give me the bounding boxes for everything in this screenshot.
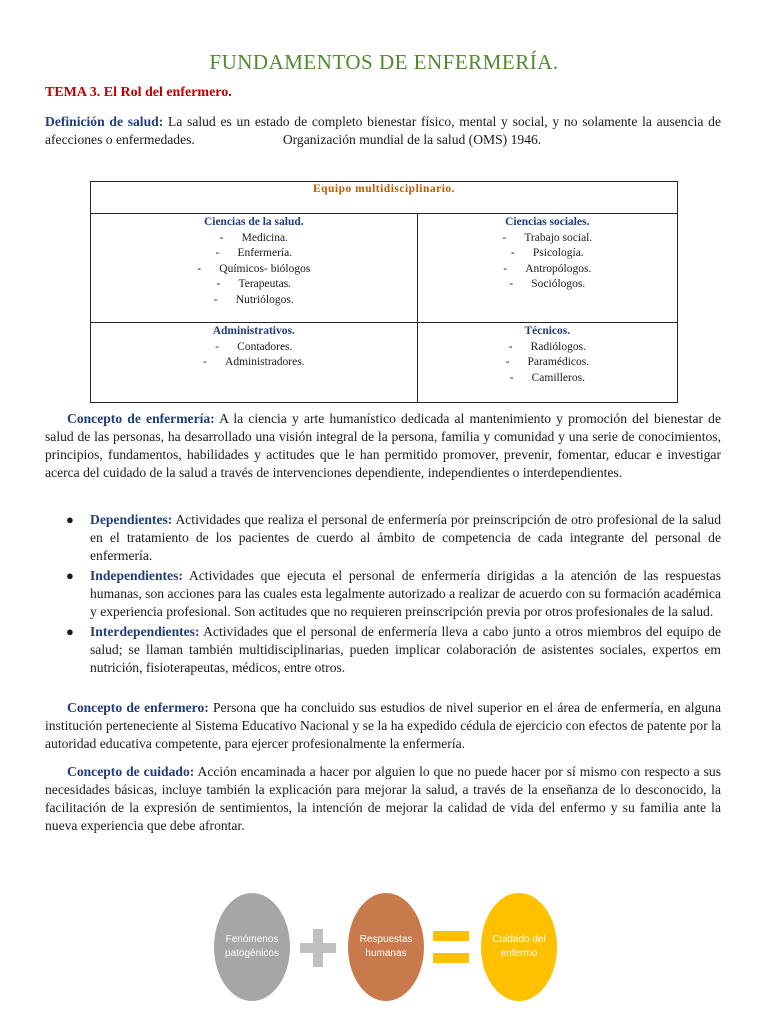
team-cell-health-sciences	[91, 214, 418, 323]
health-definition-text: La salud es un estado de completo bienestar físico, mental y social, y no solamente la ausencia de afecciones o enfermedades.	[45, 114, 721, 147]
team-item: - Trabajo social.	[502, 231, 593, 244]
team-item: - Radiólogos.	[508, 340, 586, 353]
nurse-concept	[45, 699, 721, 753]
health-definition-source: Organización mundial de la salud (OMS) 1946.	[282, 132, 542, 147]
team-item: - Contadores.	[215, 340, 293, 353]
list-item	[45, 567, 721, 621]
list-item-label: Independientes:	[90, 568, 183, 583]
bullet-icon: ●	[66, 512, 74, 527]
health-definition-label: Definición de salud:	[45, 114, 164, 129]
bullet-icon: ●	[66, 624, 74, 639]
nurse-concept-label: Concepto de enfermero:	[67, 700, 209, 715]
team-category-title: Administrativos.	[212, 325, 295, 337]
circle-label: Fenómenos patogénicos	[225, 934, 279, 959]
list-item-label: Dependientes:	[90, 512, 173, 527]
human-responses-circle	[348, 893, 424, 1001]
team-item: - Administradores.	[203, 356, 305, 368]
list-item-text: Actividades que ejecuta el personal de enfermería dirigidas a la atención de las respuestas humanas, son acciones para las cuales esta legalmente autorizado a realizar de acuerdo con su formación académica y experiencia profesional. Son actitudes que no requieren preinscripción previa por otros profesionales de la salud.	[90, 568, 721, 619]
list-item-text: Actividades que el personal de enfermería lleva a cabo junto a otros miembros del equipo de salud; se llaman también multidisciplinarias, pueden implicar colaboración de asistentes sociales, expertos em nutrición, fisioterapeutas, médicos, entre otros.	[90, 624, 721, 675]
plus-icon	[300, 927, 336, 969]
care-concept-text: Acción encaminada a hacer por alguien lo que no puede hacer por sí mismo con respecto a sus necesidades básicas, incluye también la explicación para mejorar la salud, a través de la enseñanza de lo desconocido, la facilitación de la expresión de sentimientos, la intención de mejorar la calidad de vida del enfermo y su familia ante la nueva experiencia que debe afrontar.	[45, 764, 721, 833]
team-item: - Antropólogos.	[503, 262, 592, 275]
care-concept	[45, 763, 721, 835]
team-category-title: Técnicos.	[524, 325, 571, 337]
team-item: - Paramédicos.	[505, 356, 590, 368]
team-table-header-row	[91, 182, 678, 214]
health-definition	[45, 113, 721, 149]
team-item: - Nutriólogos.	[213, 293, 294, 306]
topic-label: TEMA 3. El Rol del enfermero	[45, 85, 229, 100]
nurse-concept-text: Persona que ha concluido sus estudios de nivel superior en el área de enfermería, en alguna institución perteneciente al Sistema Educativo Nacional y se la ha expedido cédula de ejercicio con efectos de patente por la autoridad educativa competente, para ejercer profesionalmente la enfermería.	[45, 700, 721, 751]
nursing-concept-text: A la ciencia y arte humanístico dedicada al mantenimiento y promoción del bienestar de salud de las personas, ha desarrollado una visión integral de la persona, familia y comunidad y una serie de conocimientos, principios, fundamentos, habilidades y actitudes que le han permitido promover, prevenir, fomentar, educar e investigar acerca del cuidado de la salud a través de intervenciones dependiente, independientes o interdependientes.	[45, 411, 721, 480]
care-concept-label: Concepto de cuidado:	[67, 764, 195, 779]
patient-care-circle	[481, 893, 557, 1001]
circle-label: Cuidado del enfermo	[492, 934, 546, 959]
nursing-concept-label: Concepto de enfermería:	[67, 411, 215, 426]
team-item: - Sociólogos.	[509, 278, 586, 290]
list-item-label: Interdependientes:	[90, 624, 200, 639]
team-table-row	[91, 323, 678, 403]
team-cell-social-sciences	[417, 214, 677, 323]
team-table-row	[91, 214, 678, 323]
team-table-header: Equipo multidisciplinario.	[91, 182, 678, 214]
list-item-text: Actividades que realiza el personal de enfermería por preinscripción de otro profesional de la salud en el tratamiento de los pacientes de cuerdo al ámbito de competencia de cada integrante del personal de enfermería.	[90, 512, 721, 563]
team-item: - Medicina.	[219, 231, 288, 244]
pathogenic-phenomena-circle	[214, 893, 290, 1001]
list-item	[45, 623, 721, 677]
page-title: FUNDAMENTOS DE ENFERMERÍA.	[209, 50, 559, 74]
team-item: - Terapeutas.	[216, 278, 292, 290]
team-cell-administrative	[91, 323, 418, 403]
team-category-title: Ciencias sociales.	[505, 216, 590, 228]
intervention-types-list	[45, 511, 721, 679]
nursing-concept	[45, 410, 721, 482]
bullet-icon: ●	[66, 568, 74, 583]
topic-dot: .	[228, 85, 232, 100]
team-category-title: Ciencias de la salud.	[203, 216, 304, 228]
topic-heading	[45, 85, 232, 101]
team-cell-technical	[417, 323, 677, 403]
team-item: - Camilleros.	[509, 371, 585, 384]
list-item	[45, 511, 721, 565]
care-equation-diagram	[214, 893, 559, 1001]
team-item: - Químicos- biólogos	[197, 262, 311, 275]
team-item: - Psicología.	[510, 247, 584, 259]
equals-icon	[433, 931, 469, 965]
multidisciplinary-team-table	[90, 181, 678, 403]
team-item: - Enfermería.	[215, 247, 293, 259]
circle-label: Respuestas humanas	[359, 934, 413, 959]
